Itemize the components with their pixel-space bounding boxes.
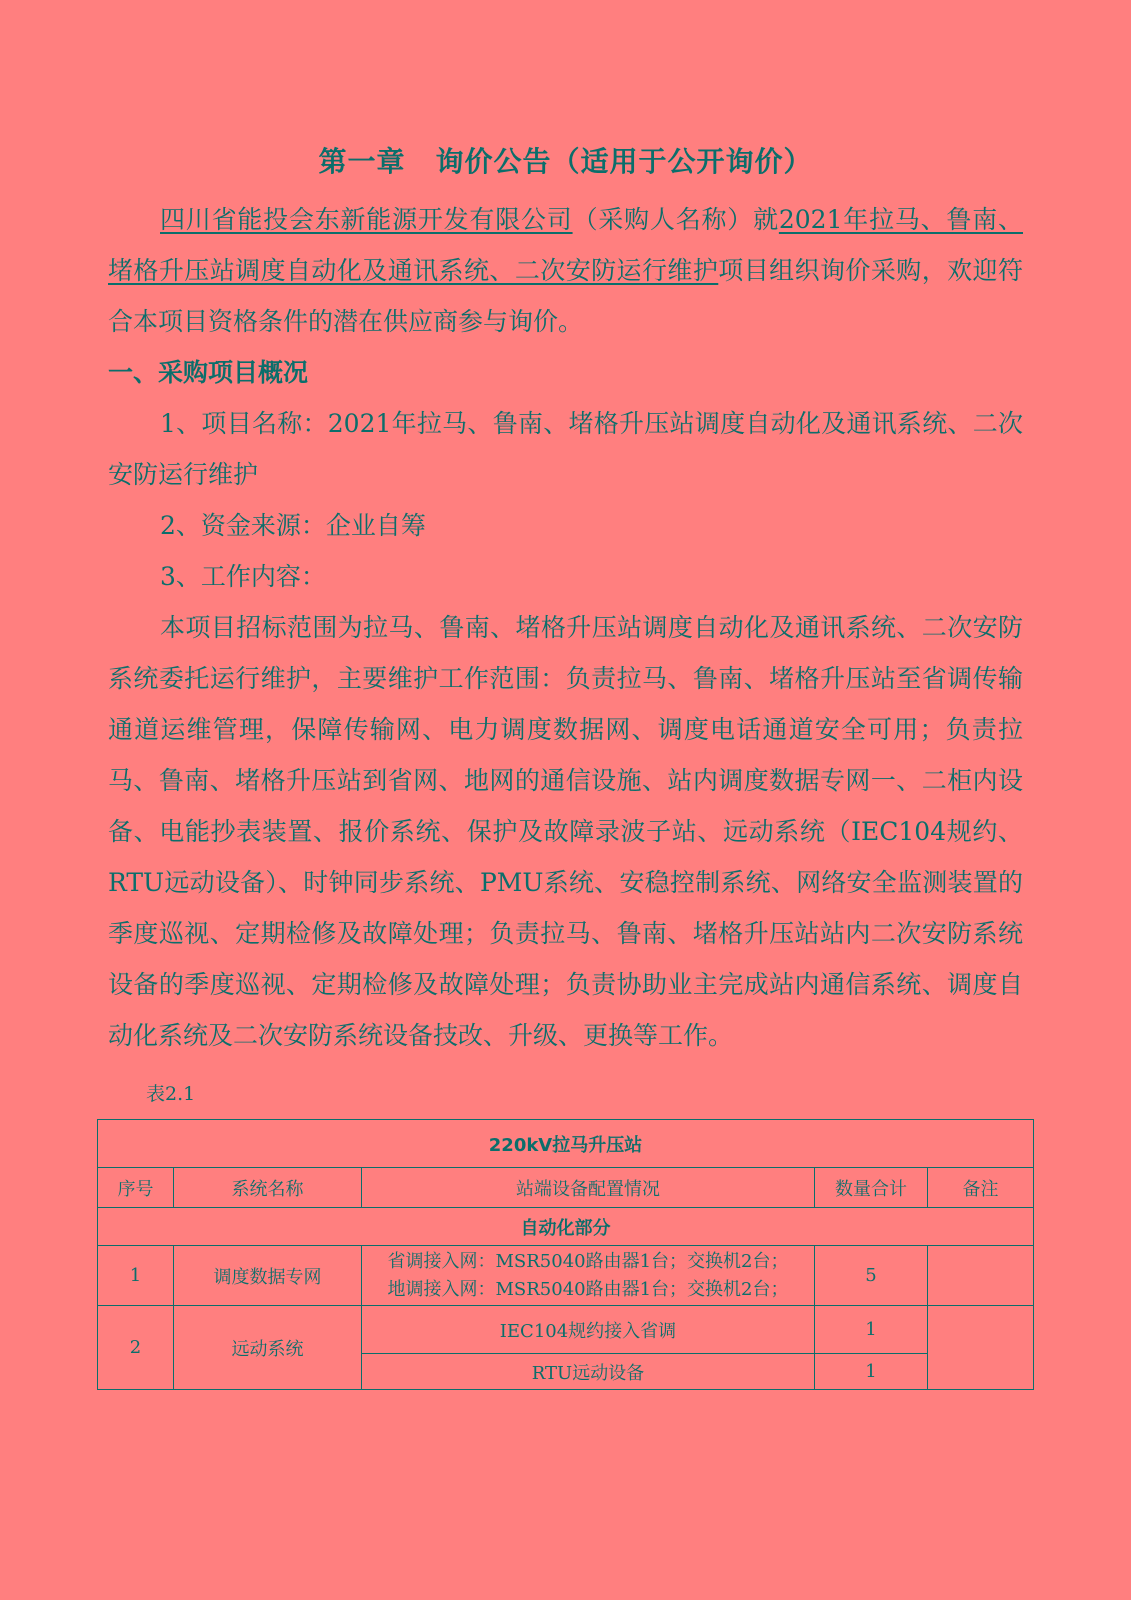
- intro-rest: 项目组织询价采购，欢迎符合本项目资格条件的潜在供应商参与询价。: [108, 256, 1023, 336]
- scope-paragraph: 本项目招标范围为拉马、鲁南、堵格升压站调度自动化及通讯系统、二次安防系统委托运行维护，主要维护工作范围：负责拉马、鲁南、堵格升压站至省调传输通道运维管理，保障传输网、电力调度数据网、调度电话通道安全可用；负责拉马、鲁南、堵格升压站到省网、地网的通信设施、站内调度数据专网一、二柜内设备、电能抄表装置、报价系统、保护及故障录波子站、远动系统（IEC104规约、RTU远动设备）、时钟同步系统、PMU系统、安稳控制系统、网络安全监测装置的季度巡视、定期检修及故障处理；负责拉马、鲁南、堵格升压站站内二次安防系统设备的季度巡视、定期检修及故障处理；负责协助业主完成站内通信系统、调度自动化系统及二次安防系统设备技改、升级、更换等工作。: [108, 613, 1023, 1050]
- table-caption: 表2.1: [146, 1083, 196, 1105]
- row1-note: [928, 1246, 1034, 1306]
- item-project-name: 1、项目名称：2021年拉马、鲁南、堵格升压站调度自动化及通讯系统、二次安防运行维护: [108, 409, 1023, 489]
- station-title: 220kV拉马升压站: [98, 1120, 1034, 1168]
- row1-qty: 5: [815, 1246, 928, 1306]
- section-heading: 一、采购项目概况: [108, 358, 309, 387]
- item-funding: 2、资金来源：企业自筹: [160, 511, 426, 540]
- table-header-row: [98, 1168, 1034, 1208]
- header-no: 序号: [98, 1168, 174, 1208]
- row1-name: 调度数据专网: [174, 1246, 362, 1306]
- row2-config2: RTU远动设备: [362, 1354, 815, 1390]
- row2-qty1: 1: [815, 1306, 928, 1354]
- row1-no: 1: [98, 1246, 174, 1306]
- row1-config: [362, 1246, 815, 1306]
- row2-note: [928, 1306, 1034, 1390]
- row2-name: 远动系统: [174, 1306, 362, 1390]
- row2-qty2: 1: [815, 1354, 928, 1390]
- table-row: [98, 1246, 1034, 1306]
- row2-config1: IEC104规约接入省调: [362, 1306, 815, 1354]
- project-name: 2021年拉马、鲁南、堵格升压站调度自动化及通讯系统、二次安防运行维护: [108, 205, 1023, 285]
- intro-paragraph: [108, 194, 1023, 347]
- row2-no: 2: [98, 1306, 174, 1390]
- header-qty: 数量合计: [815, 1168, 928, 1208]
- equipment-table: [97, 1119, 1034, 1390]
- purchaser-note: （采购人名称）就: [572, 205, 779, 234]
- header-config: 站端设备配置情况: [362, 1168, 815, 1208]
- title-text: 询价公告（适用于公开询价）: [435, 145, 813, 178]
- header-note: 备注: [928, 1168, 1034, 1208]
- page-title: [108, 140, 1023, 184]
- purchaser-name: 四川省能投会东新能源开发有限公司: [160, 205, 573, 234]
- document-page: [108, 140, 1023, 1390]
- group-title: 自动化部分: [98, 1208, 1034, 1246]
- row1-config-line1: 省调接入网：MSR5040路由器1台；交换机2台；: [387, 1250, 789, 1272]
- chapter-label: 第一章: [318, 145, 406, 178]
- item-work-content: 3、工作内容：: [160, 562, 326, 591]
- header-system: 系统名称: [174, 1168, 362, 1208]
- row1-config-line2: 地调接入网：MSR5040路由器1台；交换机2台；: [387, 1278, 789, 1300]
- table-row: [98, 1306, 1034, 1354]
